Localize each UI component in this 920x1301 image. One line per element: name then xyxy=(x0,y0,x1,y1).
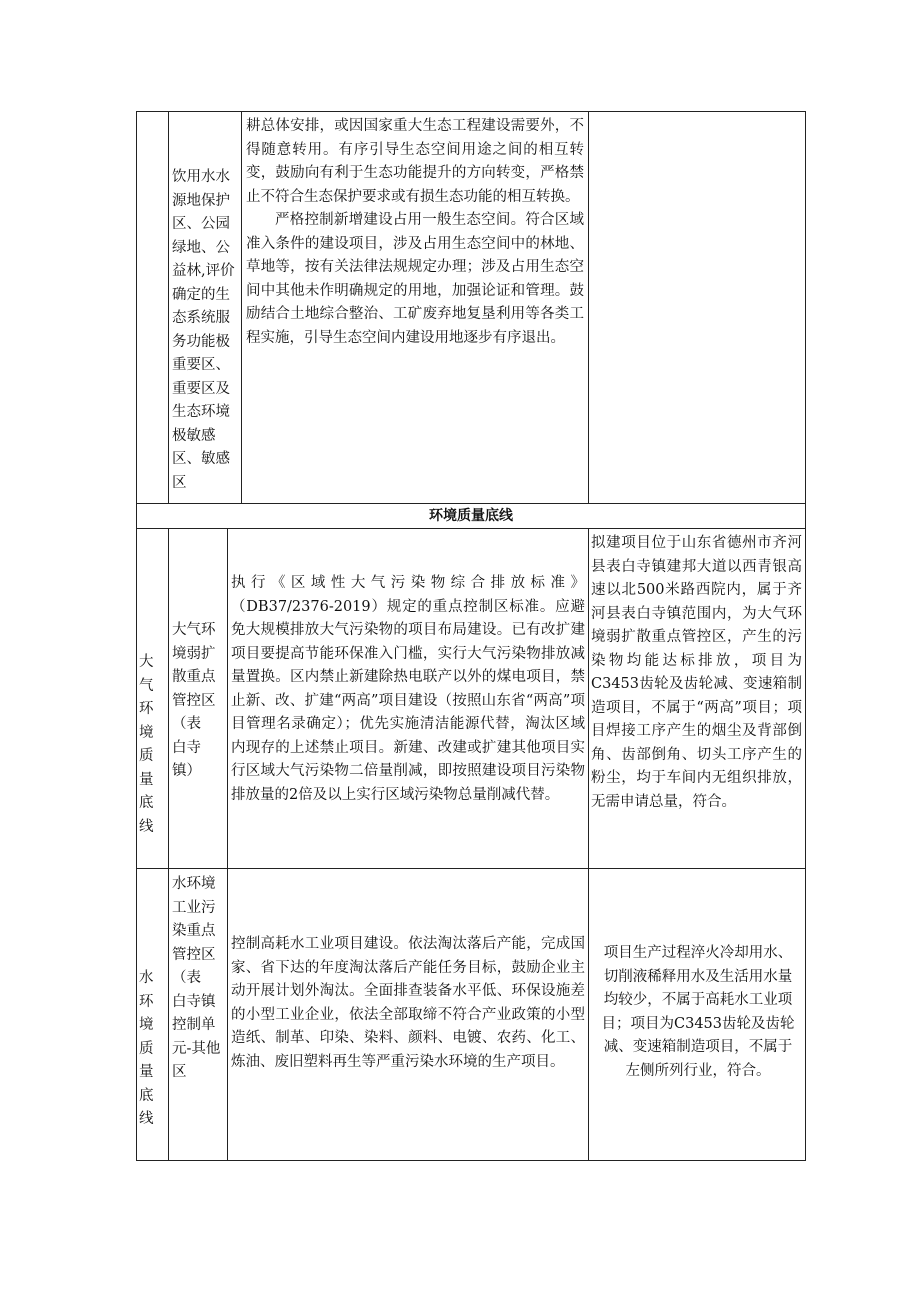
row2-conclusion: 拟建项目位于山东省德州市齐河县表白寺镇建邦大道以西青银高速以北500米路西院内，属于齐河县表白寺镇范围内，为大气环境弱扩散重点管控区，产生的污染物均能达标排放，项目为C3453齿轮及齿轮减、变速箱制造项目，不属于“两高”项目；项目焊接工序产生的烟尘及背部倒角、齿部倒角、切头工序产生的粉尘，均于车间内无组织排放，无需申请总量，符合。 xyxy=(591,535,802,810)
table-border-right xyxy=(805,111,806,1161)
table-border-left xyxy=(136,111,137,1161)
row2-category: 大气 环境 质量 底线 xyxy=(139,654,154,835)
row3-content: 控制高耗水工业项目建设。依法淘汰落后产能，完成国家、省下达的年度淘汰落后产能任务目标，鼓励企业主动开展计划外淘汰。全面排查装备水平低、环保设施差的小型工业企业，依法全部取缔不符合产业政策的小型造纸、制革、印染、染料、颜料、电镀、农药、化工、炼油、废旧塑料再生等严重污染水环境的生产项目。 xyxy=(231,936,585,1070)
row1-subcategory: 饮用水水 源地保护 区、公园 绿地、公 益林,评价 确定的生 态系统服 务功能极 重要区、 重要区及 生态环境 极敏感 区、敏感 区 xyxy=(172,169,235,491)
table-border-top xyxy=(136,111,806,112)
col-divider-2b xyxy=(227,528,228,1161)
col-divider-1b xyxy=(168,528,169,1161)
row3-conclusion: 项目生产过程淬火冷却用水、切削液稀释用水及生活用水量均较少，不属于高耗水工业项目；项目为C3453齿轮及齿轮减、变速箱制造项目，不属于左侧所列行业，符合。 xyxy=(601,945,795,1079)
row2-content: 执行《区域性大气污染物综合排放标准》（DB37/2376-2019）规定的重点控制区标准。应避免大规模排放大气污染物的项目布局建设。已有改扩建项目要提高节能环保准入门槛，实行大气污染物排放减量置换。区内禁止新建除热电联产以外的煤电项目，禁止新、改、扩建“两高”项目建设（按照山东省“两高”项目管理名录确定）；优先实施清洁能源代替，淘汰区域内现存的上述禁止项目。新建、改建或扩建其他项目实行区域大气污染物二倍量削减，即按照建设项目污染物排放量的2倍及以上实行区域污染物总量削减代替。 xyxy=(231,575,585,803)
table-border-bottom xyxy=(136,1160,806,1161)
col-divider-3 xyxy=(588,111,589,503)
section-header-environment-quality: 环境质量底线 xyxy=(429,508,513,524)
row1-content xyxy=(246,115,584,350)
col-divider-2 xyxy=(241,111,242,503)
row3-subcategory: 水环境 工业污 染重点 管控区 （表 白寺镇 控制单 元-其他 区 xyxy=(172,876,221,1080)
section-divider-bottom xyxy=(136,528,806,529)
col-divider-1 xyxy=(168,111,169,503)
row1-content-paragraph-1: 耕总体安排，或因国家重大生态工程建设需要外，不得随意转用。有序引导生态空间用途之间的相互转变，鼓励向有利于生态功能提升的方向转变，严格禁止不符合生态保护要求或有损生态功能的相互转换。 xyxy=(246,118,584,205)
row-divider xyxy=(136,868,806,869)
row1-content-paragraph-2: 严格控制新增建设占用一般生态空间。符合区域准入条件的建设项目，涉及占用生态空间中的林地、草地等，按有关法律法规规定办理；涉及占用生态空间中其他未作明确规定的用地，加强论证和管理。鼓励结合土地综合整治、工矿废弃地复垦利用等各类工程实施，引导生态空间内建设用地逐步有序退出。 xyxy=(246,212,584,346)
row2-subcategory: 大气环 境弱扩 散重点 管控区 （表 白寺 镇） xyxy=(172,622,216,779)
row3-category: 水环 境质 量底 线 xyxy=(139,970,154,1127)
col-divider-3b xyxy=(588,528,589,1161)
